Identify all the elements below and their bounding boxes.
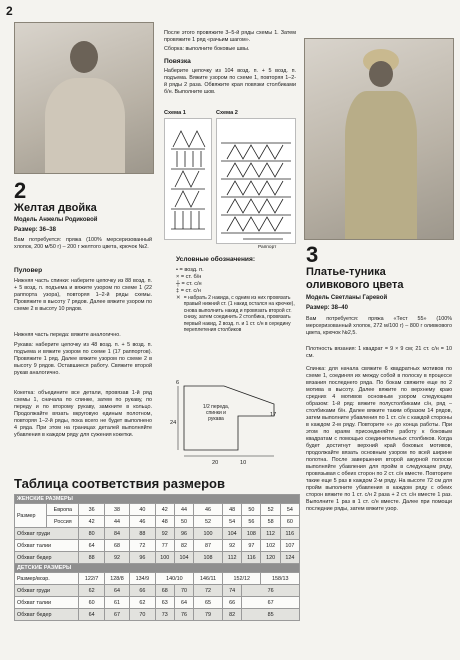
dim-17: 17 — [270, 412, 277, 418]
rapport-label: Раппорт — [258, 245, 277, 250]
model-3-author: Модель Светланы Гаревой — [306, 295, 388, 301]
sc-symbol-icon: × — [176, 274, 180, 280]
model-2-number: 2 — [14, 178, 27, 203]
lower-back-text: Нижняя часть спинки: наберите цепочку из 88 возд. п. + 5 возд. п. подъема и вяжите узором по схеме 1 (22 раппорта узора), повторяя 1–2-й ряды схемы. Провяжите в высоту 7 рядов. Далее вяжите узором по схеме 2 в высоту 10 рядов. — [14, 278, 152, 312]
headband-text: Наберите цепочку из 104 возд. п. + 5 возд. п. подъема. Вяжите узором по схеме 1, повторяя 1–2-й ряды 2 раза. Обвяжите края повязки столбиками б/н. Выполните шов. — [164, 68, 296, 95]
sleeves-text: Рукава: наберите цепочку из 48 возд. п. + 5 возд. п. подъема и вяжите узором по схеме 1 (17 раппортов). Провяжите 1 ряд. Далее вяжите узором по схеме 2 в высоту 9 рядов. Оставшиеся работу. Свяжите второй рукав аналогично. — [14, 342, 152, 376]
legend-dc2: ‡ = ст. с/н — [176, 288, 201, 294]
scheme-1-label: Схема 1 — [164, 110, 186, 116]
kids-size-row: Размер/возр. 122/7 128/8 134/9 140/10 146/11 152/12 158/13 — [15, 573, 300, 585]
legend-cross-stitch: ⨯ = набрать 2 накида, с одним из них провязать правый нижний ст. (1 накид остался на крючке), снова выполнить накид и провязать второй ст. снизу, затем соединить 2 столбика, провязать первый накид, 2 возд. п. и 1 ст. с/н в середину переплетения столбиков — [176, 295, 295, 334]
table-row: Обхват бедер 88 92 96 100 104 108 112 116 120 124 — [15, 552, 300, 564]
size-table-title: Таблица соответствия размеров — [14, 476, 225, 491]
model-3-title: Платье-туника оливкового цвета — [306, 266, 404, 291]
chain-symbol-icon: • — [176, 267, 178, 273]
yoke-text: Кокетка: объедините все детали, провязав 1-й ряд схемы 1, сначала по спинке, затем по рукаву, по переду и по второму рукаву, замкните в кольцо. Продолжайте вязать вкруговую единым полотном, повторяя 1–2-й ряды, пока всего не будет выполнено 4 ряда. При этом на границах деталей выполняйте убавления в каждом ряду для сужения кокетки. — [14, 390, 152, 438]
table-row: Обхват груди 62 64 66 68 70 72 74 76 — [15, 585, 300, 597]
crossed-stitches-icon: ⨯ — [176, 295, 181, 301]
legend-title: Условные обозначения: — [176, 256, 256, 263]
table-row: Обхват бедер 64 67 70 73 76 79 82 85 — [15, 609, 300, 621]
legend-chain: • = возд. п. — [176, 267, 204, 273]
schematic-label: 1/2 переда, спинки и рукава — [202, 404, 230, 422]
model-3-size: Размер: 38–40 — [306, 305, 348, 311]
assembly-text: Сборка: выполните боковые швы. — [164, 46, 250, 52]
model-3-back-text: Спинка: для начала свяжите 6 квадратных мотивов по схеме 1, соединяя их между собой в полоску в процессе вязания последнего ряда. По бокам свяжите еще по 2 мотива в высоту. Далее вяжите по верхнему краю средних 4 мотивов основным узором следующим образом: 1-й ряд: вяжите полустолбиками с/н, ряд – столбиками б/н. Далее вяжите таким образом 14 рядов, затем выполните убавления по 1 ст. с/н с каждой стороны в каждом 2-м ряду. Повторите «» до конца работы. При этом по краям присоединяйте работу к боковым квадратам с помощью соединительных столбиков. Когда будет достигнут верхний край боковых мотивов, продолжайте вязать основным узором по всей ширине полотна. После завершения второй ажурной полоски выполняйте убавления для пройм в следующем ряду, провязывая с обеих сторон по 2 ст. с/н вместе. Повторите такие еще 5 раз в каждом 2-м ряду. На высоте 72 см для пройм выполните убавления в каждом ряду с обеих сторон вяжите по 1 ст. с/н 2 раза + 2 ст. с/н вместе 1 раз. Выполните 1 раз в 1 ст. с/н вместе. Далее при помощи последние ряды, затем вяжите узор. — [306, 366, 452, 512]
model-3-photo — [304, 38, 454, 240]
scheme-2-label: Схема 2 — [216, 110, 238, 116]
women-sizes-header: ЖЕНСКИЕ РАЗМЕРЫ — [15, 495, 300, 504]
dc2-symbol-icon: ‡ — [176, 288, 180, 294]
europe-label: Европа — [47, 504, 79, 516]
dim-20: 20 — [212, 460, 219, 466]
dim-24: 24 — [170, 420, 177, 426]
page-number: 2 — [6, 4, 13, 18]
pullover-title: Пуловер — [14, 267, 43, 274]
model-2-title: Желтая двойка — [14, 202, 97, 214]
legend-sc: × = ст. б/н — [176, 274, 202, 280]
dim-10: 10 — [240, 460, 247, 466]
europe-row: Размер Европа 36 38 40 42 44 46 48 50 52 54 — [15, 504, 300, 516]
pattern-schematic — [164, 376, 304, 470]
model-2-materials: Вам потребуется: пряжа (100% мерсеризованный хлопок, 200 м/50 г) – 200 г желтого цвета, крючок №2. — [14, 237, 152, 250]
model-2-author: Модель Анжелы Родиковой — [14, 217, 98, 223]
dc-symbol-icon: ┼ — [176, 281, 180, 287]
size-table — [14, 494, 300, 621]
col2-top-text: После этого провяжите 3–5-й ряды схемы 1. Затем провяжите 1 ряд «рачьим шагом». — [164, 30, 296, 43]
model-3-number: 3 — [306, 242, 319, 267]
model-3-materials: Вам потребуется: пряжа «Тест 55» (100% мерсеризованный хлопок, 272 м/100 г) – 800 г оливкового цвета, крючок №2,5. — [306, 316, 452, 336]
kids-sizes-header: ДЕТСКИЕ РАЗМЕРЫ — [15, 564, 300, 573]
dim-6: 6 — [176, 380, 180, 386]
size-label: Размер — [15, 504, 47, 528]
legend-dc: ┼ = ст. с/н — [176, 281, 202, 287]
model-2-size: Размер: 36–38 — [14, 227, 56, 233]
scheme-1-diagram — [164, 118, 212, 240]
legend-list — [176, 267, 300, 333]
lower-front-text: Нижняя часть переда: вяжите аналогично. — [14, 332, 121, 338]
headband-title: Повязка — [164, 58, 191, 65]
scheme-2-diagram — [216, 118, 296, 244]
russia-label: Россия — [47, 516, 79, 528]
model-3-density: Плотность вязания: 1 квадрат = 9 × 9 см; 21 ст. с/н = 10 см. — [306, 346, 452, 359]
table-row: Обхват талии 64 68 72 77 82 87 92 97 102 107 — [15, 540, 300, 552]
model-2-photo — [14, 22, 154, 174]
russia-row: Россия 42 44 46 48 50 52 54 56 58 60 — [15, 516, 300, 528]
table-row: Обхват талии 60 61 62 63 64 65 66 67 — [15, 597, 300, 609]
table-row: Обхват груди 80 84 88 92 96 100 104 108 112 116 — [15, 528, 300, 540]
